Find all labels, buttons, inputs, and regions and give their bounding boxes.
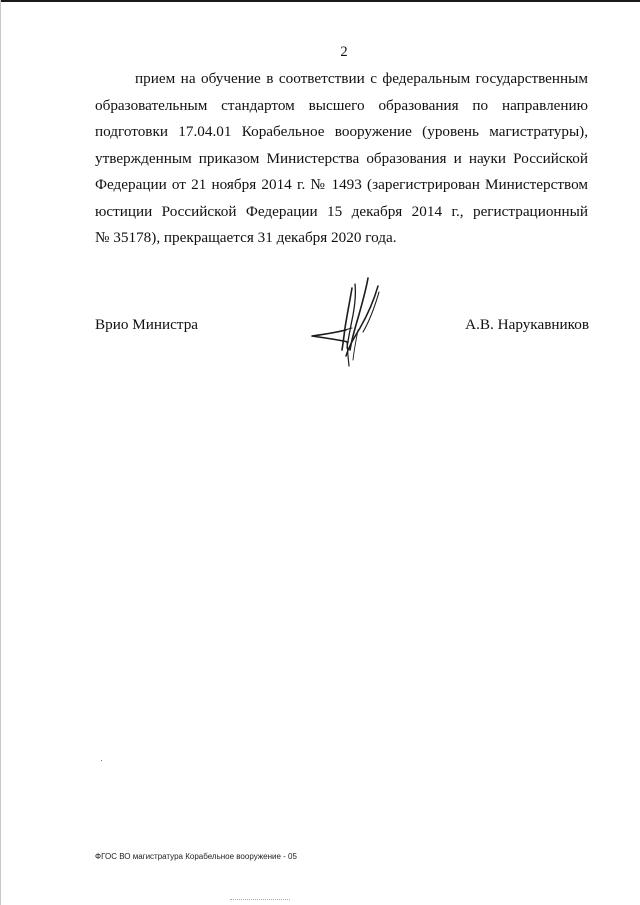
body-line-6: юстиции Российской Федерации 15 декабря 2014 г., регистрационный (95, 202, 588, 220)
scan-left-edge (0, 0, 1, 905)
page-number: 2 (340, 44, 348, 60)
footer-document-code: ФГОС ВО магистратура Корабельное вооружение - 05 (95, 852, 297, 861)
body-line-5: Федерации от 21 ноября 2014 г. № 1493 (зарегистрирован Министерством (95, 176, 588, 193)
body-line-3: подготовки 17.04.01 Корабельное вооружение (уровень магистратуры), (95, 123, 588, 140)
scan-top-edge (0, 0, 640, 2)
signatory-name: А.В. Нарукавников (465, 316, 589, 333)
body-paragraph (95, 66, 588, 252)
body-line-4: утвержденным приказом Министерства образования и науки Российской (95, 149, 588, 167)
handwritten-signature (300, 270, 410, 370)
signatory-title: Врио Министра (95, 316, 199, 333)
scan-bottom-artifact (230, 899, 290, 901)
body-line-2: образовательным стандартом высшего образования по направлению (95, 96, 588, 114)
scan-artifact (101, 760, 102, 761)
body-line-7: № 35178), прекращается 31 декабря 2020 года. (95, 229, 397, 246)
body-line-1: прием на обучение в соответствии с федеральным государственным (135, 70, 588, 87)
